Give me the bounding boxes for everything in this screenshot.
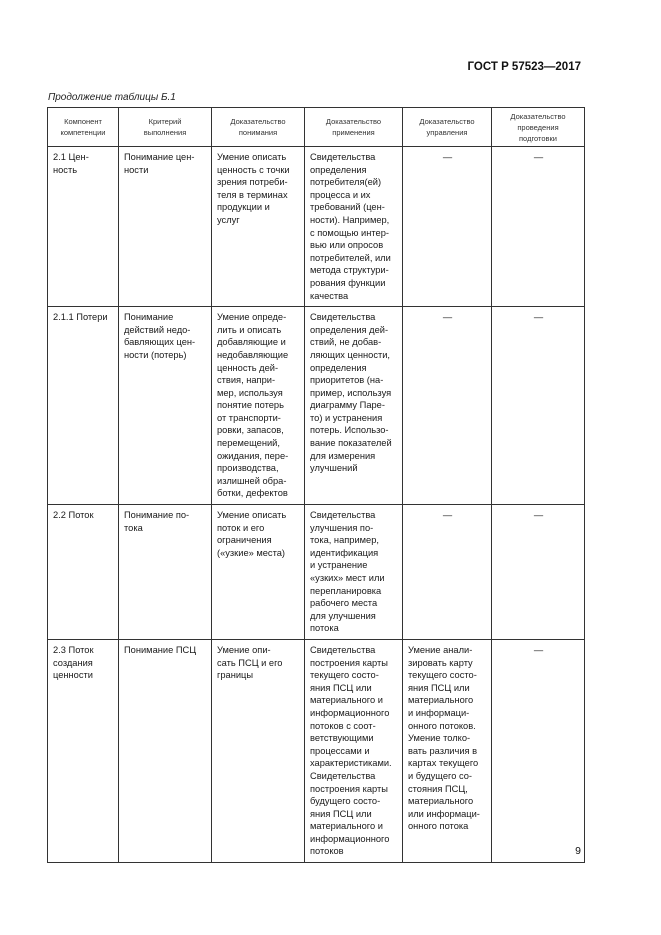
table-row (48, 639, 585, 862)
cell-criterion: Понимание действий недо- бавляющих цен- ности (потерь) (119, 307, 212, 505)
column-header-training: Доказательство проведения подготовки (492, 108, 585, 147)
cell-criterion: Понимание цен- ности (119, 147, 212, 307)
column-header-understanding: Доказательство понимания (212, 108, 305, 147)
cell-application: Свидетельства определения дей- ствий, не добав- ляющих ценности, определения приоритетов (на- пример, используя диаграмму Паре- то) и устранения потерь. Использо- вание показателей для измерения улучшений (305, 307, 403, 505)
cell-understanding: Умение опи- сать ПСЦ и его границы (212, 639, 305, 862)
table-row (48, 307, 585, 505)
column-header-management: Доказательство управления (403, 108, 492, 147)
column-header-component: Компонент компетенции (48, 108, 119, 147)
table-header (48, 108, 585, 147)
page-number: 9 (575, 845, 581, 857)
cell-application: Свидетельства определения потребителя(ей) процесса и их требований (цен- ности). Например, с помощью интер- вью или опросов потребителей, или метода структури- рования функции качества (305, 147, 403, 307)
cell-management: — (403, 307, 492, 505)
column-header-criterion: Критерий выполнения (119, 108, 212, 147)
table-row (48, 505, 585, 640)
table-continuation-caption: Продолжение таблицы Б.1 (48, 92, 176, 103)
cell-training: — (492, 639, 585, 862)
cell-component: 2.1 Цен- ность (48, 147, 119, 307)
column-header-application: Доказательство применения (305, 108, 403, 147)
cell-criterion: Понимание по- тока (119, 505, 212, 640)
table-body (48, 147, 585, 863)
cell-understanding: Умение описать ценность с точки зрения потреби- теля в терминах продукции и услуг (212, 147, 305, 307)
cell-training: — (492, 505, 585, 640)
cell-management: — (403, 505, 492, 640)
cell-application: Свидетельства улучшения по- тока, например, идентификация и устранение «узких» мест или перепланировка рабочего места для улучшения потока (305, 505, 403, 640)
document-standard-number: ГОСТ Р 57523—2017 (467, 61, 581, 73)
table-row (48, 147, 585, 307)
competency-table (47, 107, 585, 863)
cell-training: — (492, 147, 585, 307)
cell-understanding: Умение опреде- лить и описать добавляющие и недобавляющие ценность дей- ствия, напри- мер, используя понятие потерь от транспорти- ровки, запасов, перемещений, ожидания, пере- производства, излишней обра- ботки, дефектов (212, 307, 305, 505)
cell-component: 2.3 Поток создания ценности (48, 639, 119, 862)
cell-management: Умение анали- зировать карту текущего состо- яния ПСЦ или материального и информаци- онного потоков. Умение толко- вать различия в картах текущего и будущего со- стояния ПСЦ, материального или информаци- онного потока (403, 639, 492, 862)
cell-training: — (492, 307, 585, 505)
cell-management: — (403, 147, 492, 307)
cell-understanding: Умение описать поток и его ограничения («узкие» места) (212, 505, 305, 640)
cell-application: Свидетельства построения карты текущего состо- яния ПСЦ или материального и информационного потоков с соот- ветствующими процессами и характеристиками. Свидетельства построения карты будущего состо- яния ПСЦ или материального и информационного потоков (305, 639, 403, 862)
cell-component: 2.2 Поток (48, 505, 119, 640)
cell-criterion: Понимание ПСЦ (119, 639, 212, 862)
header-row (48, 108, 585, 147)
cell-component: 2.1.1 Потери (48, 307, 119, 505)
